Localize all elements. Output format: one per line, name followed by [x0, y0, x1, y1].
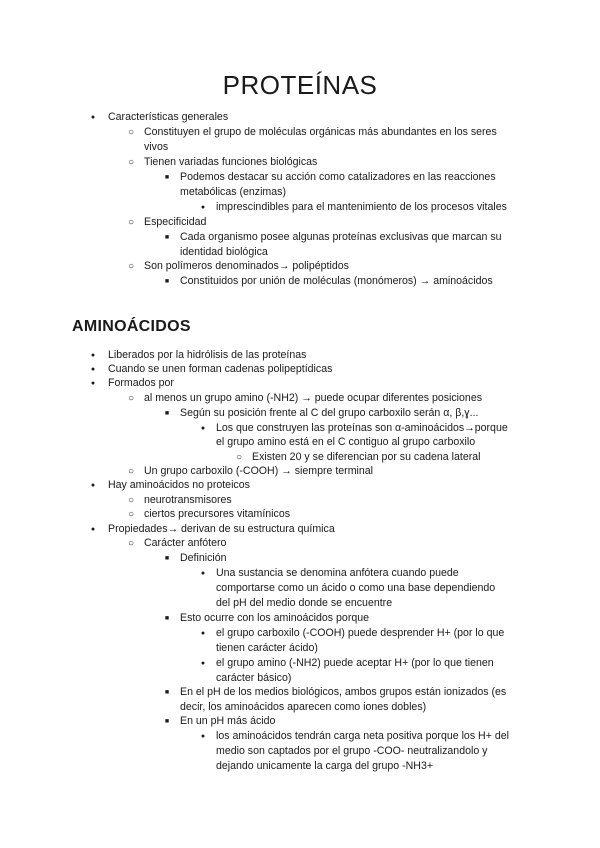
list-item: Formados por [108, 377, 174, 389]
bullet-disc-icon [198, 626, 208, 643]
list-item: Características generales [108, 111, 229, 123]
list-item-continuation: carácter básico) [216, 672, 292, 684]
list-item: el grupo carboxilo (-COOH) puede desprender H+ (por lo que [216, 627, 505, 639]
bullet-disc-icon [88, 110, 98, 127]
bullet-circle-icon [126, 259, 136, 275]
bullet-disc-icon [88, 522, 98, 539]
bullet-disc-icon [88, 478, 98, 495]
bullet-square-icon [162, 170, 172, 187]
list-item-continuation: del pH del medio donde se encuentre [216, 597, 393, 609]
list-item: Especificidad [144, 216, 207, 228]
list-item: ciertos precursores vitamínicos [144, 508, 291, 520]
list-item-continuation: comportarse como un ácido o como una base dependiendo [216, 582, 496, 594]
list-item: Los que construyen las proteínas son α-aminoácidos→porque [216, 422, 508, 434]
list-item: Tienen variadas funciones biológicas [144, 156, 318, 168]
bullet-square-icon [162, 611, 172, 628]
list-item: Propiedades→ derivan de su estructura química [108, 523, 335, 535]
bullet-square-icon [162, 230, 172, 247]
list-item: En el pH de los medios biológicos, ambos grupos están ionizados (es [180, 686, 507, 698]
list-item-continuation: identidad biológica [180, 246, 268, 258]
list-item: En un pH más ácido [180, 715, 276, 727]
list-item: el grupo amino (-NH2) puede aceptar H+ (por lo que tienen [216, 657, 494, 669]
bullet-circle-icon [126, 155, 136, 171]
page-title: PROTEÍNAS [222, 70, 378, 100]
bullet-disc-icon [198, 566, 208, 583]
bullet-circle-icon [126, 125, 136, 141]
list-item-continuation: tienen carácter ácido) [216, 642, 318, 654]
bullet-circle-icon [126, 536, 136, 552]
list-item: Cuando se unen forman cadenas polipeptídicas [108, 363, 333, 375]
list-item-continuation: decir, los aminoácidos aparecen como iones dobles) [180, 701, 427, 713]
bullet-circle-icon [126, 507, 136, 523]
list-item: Definición [180, 552, 227, 564]
list-item-continuation: medio son captados por el grupo -COO- neutralizandolo y [216, 745, 488, 757]
list-item: Cada organismo posee algunas proteínas exclusivas que marcan su [180, 231, 502, 243]
list-item: Una sustancia se denomina anfótera cuando puede [216, 567, 459, 579]
bullet-disc-icon [198, 656, 208, 673]
bullet-square-icon [162, 685, 172, 702]
bullet-circle-icon [126, 215, 136, 231]
list-item: Constituyen el grupo de moléculas orgánicas más abundantes en los seres [144, 126, 497, 138]
bullet-disc-icon [198, 729, 208, 746]
list-item: Un grupo carboxilo (-COOH) → siempre terminal [144, 465, 374, 477]
list-item: Podemos destacar su acción como catalizadores en las reacciones [180, 171, 496, 183]
bullet-square-icon [162, 406, 172, 423]
list-item: Constituidos por unión de moléculas (monómeros) → aminoácidos [180, 275, 493, 287]
list-item: al menos un grupo amino (-NH2) → puede ocupar diferentes posiciones [144, 392, 483, 404]
section-heading: AMINOÁCIDOS [72, 318, 191, 335]
list-item: Liberados por la hidrólisis de las proteínas [108, 349, 307, 361]
bullet-circle-icon [126, 391, 136, 407]
bullet-square-icon [162, 274, 172, 291]
list-item-continuation: dejando unicamente la carga del grupo -NH3+ [216, 760, 434, 772]
list-item: Carácter anfótero [144, 537, 227, 549]
list-item: Esto ocurre con los aminoácidos porque [180, 612, 370, 624]
list-item-continuation: metabólicas (enzimas) [180, 186, 286, 198]
bullet-disc-icon [198, 421, 208, 438]
list-item: Según su posición frente al C del grupo carboxilo serán α, β,ɣ... [180, 407, 479, 419]
list-item: los aminoácidos tendrán carga neta positiva porque los H+ del [216, 730, 509, 742]
bullet-square-icon [162, 714, 172, 731]
list-item-continuation: vivos [144, 141, 169, 153]
list-item: Hay aminoácidos no proteicos [108, 479, 250, 491]
list-item: imprescindibles para el mantenimiento de los procesos vitales [216, 201, 507, 213]
bullet-disc-icon [88, 376, 98, 393]
list-item: neurotransmisores [144, 494, 232, 506]
bullet-square-icon [162, 551, 172, 568]
list-item: Son polímeros denominados→ polipéptidos [144, 260, 349, 272]
list-item-continuation: el grupo amino está en el C contiguo al grupo carboxilo [216, 436, 476, 448]
list-item: Existen 20 y se diferencian por su cadena lateral [252, 451, 481, 463]
